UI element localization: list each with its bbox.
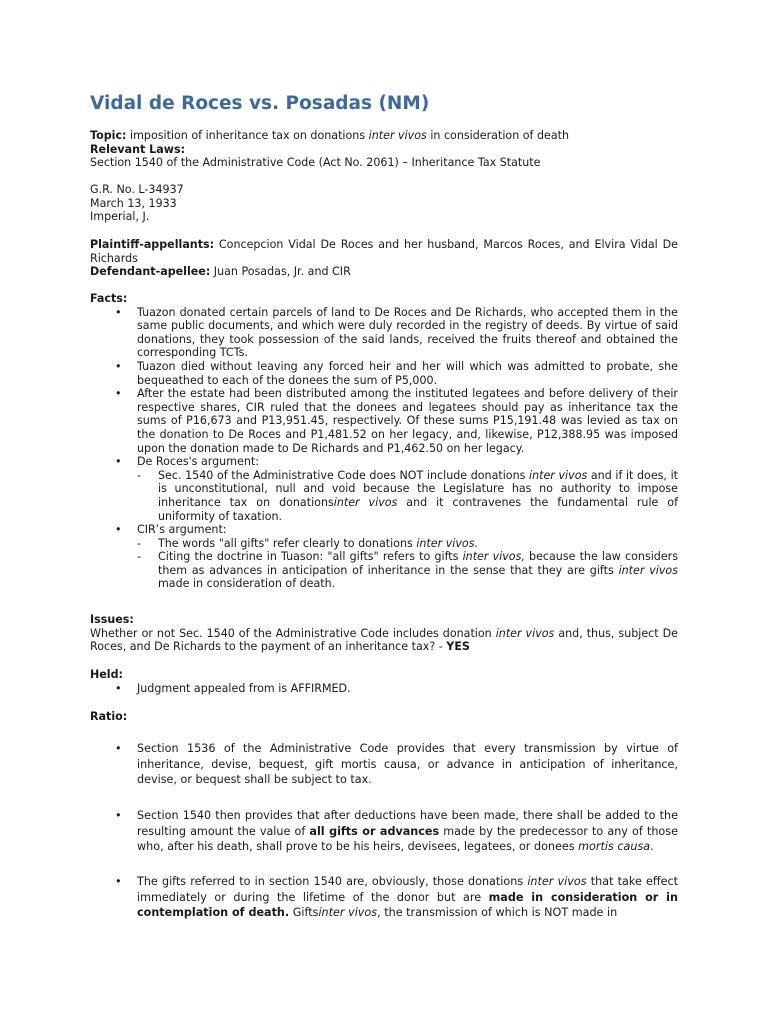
list-item: • The gifts referred to in section 1540 are, obviously, those donations inter vivos that take effect immediately or during the lifetime of the donor but are made in consideration or in contemplation of death. Giftsinter vivos, the transmission of which is NOT made in (115, 875, 679, 919)
facts-heading: Facts: (90, 292, 128, 305)
held-section (90, 668, 678, 695)
topic-block (90, 129, 678, 170)
list-item: • Section 1536 of the Administrative Code provides that every transmission by virtue of inheritance, devise, bequest, gift mortis causa, or advance in anticipation of inheritance, devise, or bequest shall be subject to tax. (115, 742, 678, 786)
ponente: Imperial, J. (90, 210, 150, 224)
held-heading: Held: (90, 668, 123, 681)
bullet-icon: • (115, 742, 122, 755)
defendant-label: Defendant-apellee: (90, 265, 211, 279)
topic-label: Topic: (90, 129, 127, 142)
list-item: • Tuazon donated certain parcels of land to De Roces and De Richards, who accepted them in the same public documents, and which were duly recorded in the registry of deeds. By virtue of said donations, they took possession of the said lands, received the fruits thereof and obtained the corresponding TCTs. (115, 305, 678, 360)
topic-line: Topic: imposition of inheritance tax on donations inter vivos in consideration of death (90, 129, 570, 142)
issue-answer: YES (446, 640, 470, 654)
defendant-line (90, 265, 678, 279)
gr-number: G.R. No. L-34937 (90, 183, 184, 196)
issues-heading: Issues: (90, 613, 134, 626)
issues-section (90, 613, 678, 654)
bullet-icon: • (115, 387, 122, 401)
list-item: • Tuazon died without leaving any forced heir and her will which was admitted to probate, she bequeathed to each of the donees the sum of P5,000. (115, 359, 678, 387)
list-item: • CIR’s argument: - The words "all gifts" refer clearly to donations inter vivos. - Citing the doctrine in Tuason: "all gifts" refers to gifts inter vivos, because the law considers them as advances in anticipation of inheritance in the sense that they are gifts inter vivos made in consideration of death. (115, 523, 679, 591)
cir-argument-list (137, 537, 678, 591)
list-item: • De Roces's argument: - Sec. 1540 of the Administrative Code does NOT include donations inter vivos and if it does, it is unconstitutional, null and void because the Legislature has no authority to impose inheritance tax on donationsinter vivos and it contravenes the fundamental rule of uniformity of taxation. (115, 455, 679, 523)
issue-text: Whether or not Sec. 1540 of the Administrative Code includes donation inter vivos and, thus, subject De Roces, and De Richards to the payment of an inheritance tax? - YES (90, 626, 678, 654)
bullet-icon: • (115, 359, 122, 373)
bullet-icon: • (115, 305, 122, 319)
facts-section (90, 292, 678, 591)
ratio-item-3 (90, 874, 678, 921)
plaintiff-line (90, 238, 678, 265)
sub-list-item: - Citing the doctrine in Tuason: "all gifts" refers to gifts inter vivos, because the law considers them as advances in anticipation of inheritance in the sense that they are gifts inter vivos made in consideration of death. (137, 550, 679, 591)
list-item: • Section 1540 then provides that after deductions have been made, there shall be added to the resulting amount the value of all gifts or advances made by the predecessor to any of those who, after his death, shall prove to be his heirs, devisees, legatees, or donees mortis causa. (115, 809, 678, 853)
bullet-icon: • (115, 875, 122, 888)
ratio-item-1 (90, 741, 678, 788)
ratio-item-2 (90, 808, 678, 855)
case-title: Vidal de Roces vs. Posadas (NM) (90, 93, 430, 114)
bullet-icon: • (115, 455, 122, 469)
dash-icon: - (137, 550, 142, 564)
defendant-text: Juan Posadas, Jr. and CIR (210, 265, 351, 279)
facts-list (90, 306, 678, 591)
ratio-heading: Ratio: (90, 710, 128, 723)
plaintiff-label: Plaintiff-appellants: (90, 238, 215, 251)
bullet-icon: • (115, 523, 122, 537)
parties-block (90, 238, 678, 279)
bullet-icon: • (115, 681, 122, 695)
case-info (90, 183, 678, 224)
dash-icon: - (137, 468, 142, 482)
sub-list-item: - The words "all gifts" refer clearly to donations inter vivos. (137, 536, 478, 550)
ratio-heading-block (90, 710, 678, 724)
sub-list-item: - Sec. 1540 of the Administrative Code does NOT include donations inter vivos and if it does, it is unconstitutional, null and void because the Legislature has no authority to impose inheritance tax on donationsinter vivos and it contravenes the fundamental rule of uniformity of taxation. (137, 468, 679, 523)
relevant-laws-text: Section 1540 of the Administrative Code (Act No. 2061) – Inheritance Tax Statute (90, 156, 541, 170)
de-roces-argument-list (137, 469, 678, 523)
decision-date: March 13, 1933 (90, 196, 177, 210)
list-item: • After the estate had been distributed among the instituted legatees and before delivery of their respective shares, CIR ruled that the donees and legatees should pay as inheritance tax the sums of P16,673 and P13,951.45, respectively. Of these sums P15,191.48 was levied as tax on the donation to De Roces and P1,481.52 on her legacy, and, likewise, P12,388.95 was imposed upon the donation made to De Richards and P1,462.50 on her legacy. (115, 387, 678, 455)
plaintiff-text: Concepcion Vidal De Roces and her husband, Marcos Roces, and Elvira Vidal De Richards (90, 238, 678, 265)
held-list (90, 682, 678, 696)
list-item: • Judgment appealed from is AFFIRMED. (115, 681, 351, 695)
bullet-icon: • (115, 809, 122, 822)
relevant-laws-label: Relevant Laws: (90, 142, 186, 156)
dash-icon: - (137, 536, 142, 550)
